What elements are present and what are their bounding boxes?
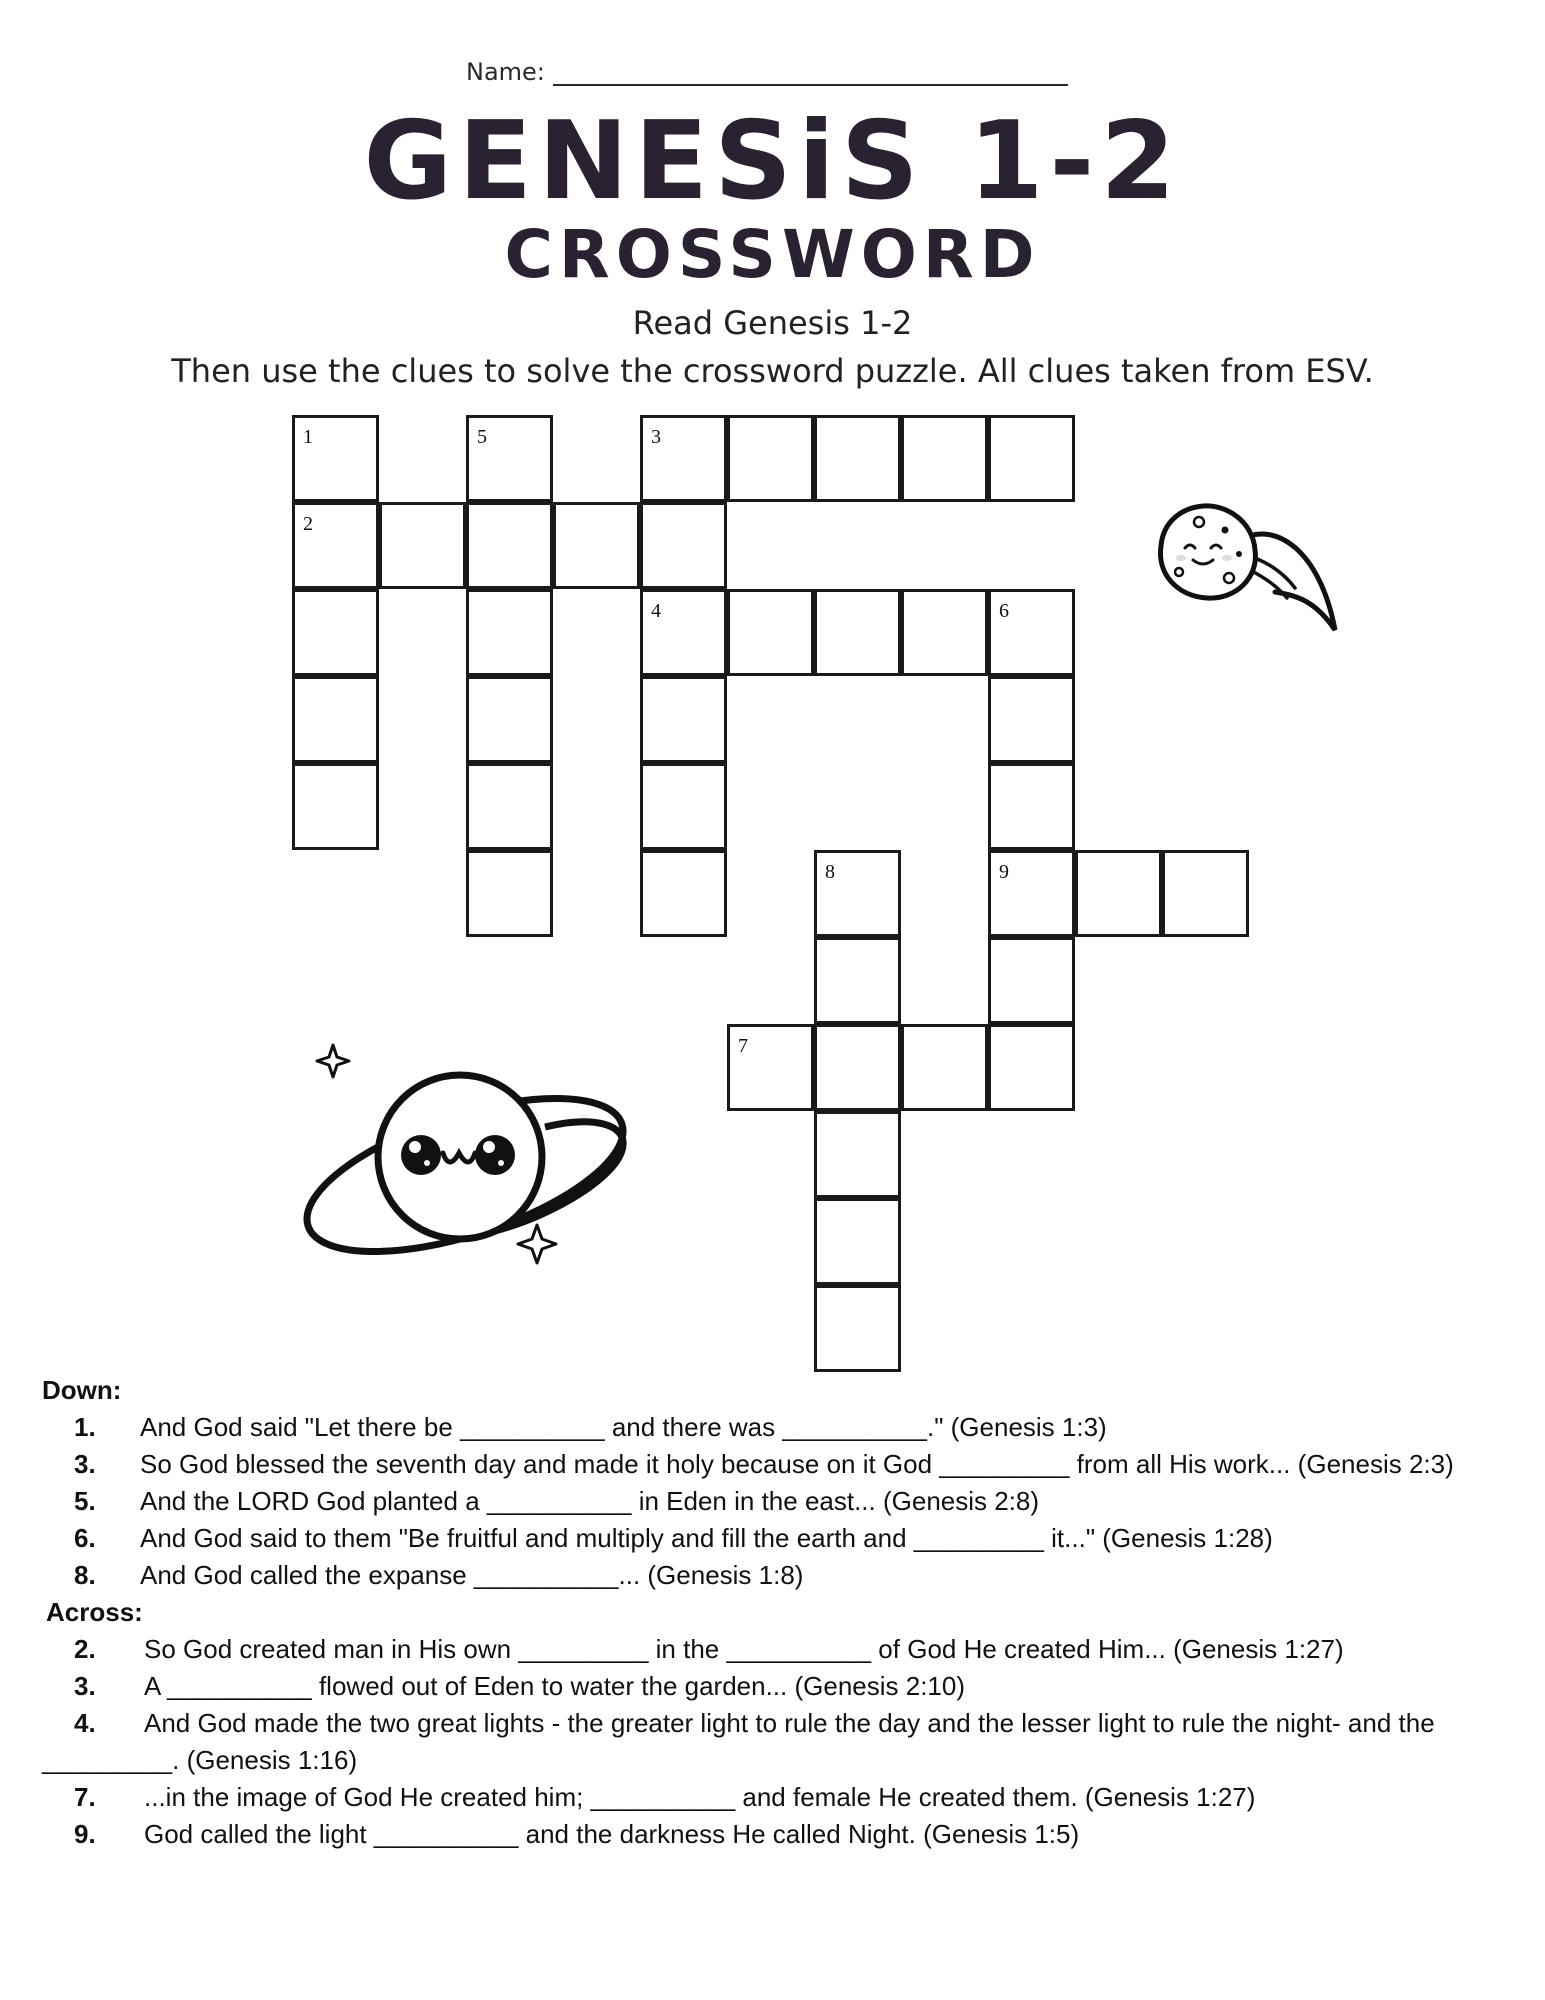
clues-section (0, 1372, 1545, 1853)
crossword-cell[interactable] (814, 850, 901, 937)
down-clue (42, 1557, 1525, 1594)
crossword-cell[interactable] (988, 850, 1075, 937)
crossword-cell[interactable] (640, 589, 727, 676)
crossword-cell[interactable] (466, 415, 553, 502)
down-clue (42, 1446, 1525, 1483)
cell-number: 1 (303, 426, 313, 448)
across-clue (42, 1816, 1525, 1853)
crossword-cell[interactable] (814, 1285, 901, 1372)
crossword-cell[interactable] (292, 589, 379, 676)
clue-text: God called the light __________ and the darkness He called Night. (Genesis 1:5) (144, 1819, 1080, 1849)
crossword-cell[interactable] (292, 415, 379, 502)
clue-text: And God said to them "Be fruitful and multiply and fill the earth and _________ it..." (Genesis 1:28) (140, 1523, 1273, 1553)
crossword-cell[interactable] (988, 937, 1075, 1024)
cell-number: 6 (999, 600, 1009, 622)
comet-icon (1155, 500, 1345, 640)
clue-number: 2. (74, 1634, 96, 1664)
crossword-cell[interactable] (553, 502, 640, 589)
crossword-cell[interactable] (640, 415, 727, 502)
crossword-cell[interactable] (727, 415, 814, 502)
crossword-cell[interactable] (814, 415, 901, 502)
clue-number: 3. (74, 1449, 96, 1479)
cell-number: 2 (303, 513, 313, 535)
clue-text: And God made the two great lights - the greater light to rule the day and the lesser light to rule the night- and the _________. (Genesis 1:16) (42, 1708, 1435, 1775)
crossword-cell[interactable] (814, 1024, 901, 1111)
page-title: GENESiS 1-2 (363, 99, 1182, 224)
crossword-cell[interactable] (466, 763, 553, 850)
instruction-line-1: Read Genesis 1-2 (632, 304, 913, 342)
crossword-cell[interactable] (466, 850, 553, 937)
planet-icon (295, 1045, 635, 1285)
down-heading: Down: (42, 1375, 122, 1405)
down-clue (42, 1483, 1525, 1520)
clue-number: 5. (74, 1486, 96, 1516)
crossword-cell[interactable] (466, 676, 553, 763)
crossword-cell[interactable] (814, 937, 901, 1024)
crossword-cell[interactable] (727, 589, 814, 676)
crossword-cell[interactable] (727, 1024, 814, 1111)
across-clue (42, 1779, 1525, 1816)
crossword-cell[interactable] (379, 502, 466, 589)
crossword-cell[interactable] (292, 676, 379, 763)
name-label: Name: (466, 58, 545, 86)
cell-number: 9 (999, 861, 1009, 883)
crossword-cell[interactable] (901, 589, 988, 676)
clue-text: So God created man in His own _________ in the __________ of God He created Him... (Genesis 1:27) (144, 1634, 1344, 1664)
crossword-cell[interactable] (1162, 850, 1249, 937)
clue-text: And God called the expanse __________... (Genesis 1:8) (140, 1560, 804, 1590)
clue-number: 3. (74, 1671, 96, 1701)
clue-number: 9. (74, 1819, 96, 1849)
crossword-cell[interactable] (640, 850, 727, 937)
crossword-cell[interactable] (1075, 850, 1162, 937)
clue-number: 8. (74, 1560, 96, 1590)
crossword-cell[interactable] (640, 763, 727, 850)
crossword-cell[interactable] (988, 676, 1075, 763)
clue-text: So God blessed the seventh day and made it holy because on it God _________ from all His work... (Genesis 2:3) (140, 1449, 1454, 1479)
crossword-cell[interactable] (901, 415, 988, 502)
name-underline[interactable] (553, 84, 1068, 86)
crossword-cell[interactable] (814, 589, 901, 676)
crossword-cell[interactable] (640, 676, 727, 763)
crossword-cell[interactable] (292, 502, 379, 589)
crossword-cell[interactable] (901, 1024, 988, 1111)
name-field[interactable] (466, 58, 1068, 86)
clue-number: 4. (74, 1708, 96, 1738)
clue-text: ...in the image of God He created him; __________ and female He created them. (Genesis 1:27) (144, 1782, 1256, 1812)
cell-number: 4 (651, 600, 661, 622)
down-clue (42, 1409, 1525, 1446)
cell-number: 8 (825, 861, 835, 883)
clue-number: 6. (74, 1523, 96, 1553)
crossword-cell[interactable] (988, 589, 1075, 676)
crossword-cell[interactable] (466, 589, 553, 676)
across-clue (42, 1705, 1525, 1779)
page-subtitle: CROSSWORD (504, 216, 1041, 293)
crossword-cell[interactable] (988, 1024, 1075, 1111)
cell-number: 5 (477, 426, 487, 448)
cell-number: 7 (738, 1035, 748, 1057)
across-heading: Across: (46, 1597, 143, 1627)
crossword-cell[interactable] (988, 415, 1075, 502)
across-clue (42, 1668, 1525, 1705)
crossword-cell[interactable] (814, 1111, 901, 1198)
instruction-line-2: Then use the clues to solve the crossword puzzle. All clues taken from ESV. (171, 352, 1374, 390)
crossword-cell[interactable] (292, 763, 379, 850)
clue-text: And God said "Let there be __________ and there was __________." (Genesis 1:3) (140, 1412, 1107, 1442)
crossword-cell[interactable] (466, 502, 553, 589)
clue-number: 1. (74, 1412, 96, 1442)
crossword-cell[interactable] (988, 763, 1075, 850)
across-clue (42, 1631, 1525, 1668)
crossword-cell[interactable] (640, 502, 727, 589)
down-clue (42, 1520, 1525, 1557)
clue-number: 7. (74, 1782, 96, 1812)
cell-number: 3 (651, 426, 661, 448)
clue-text: And the LORD God planted a __________ in Eden in the east... (Genesis 2:8) (140, 1486, 1040, 1516)
clue-text: A __________ flowed out of Eden to water the garden... (Genesis 2:10) (144, 1671, 966, 1701)
crossword-cell[interactable] (814, 1198, 901, 1285)
